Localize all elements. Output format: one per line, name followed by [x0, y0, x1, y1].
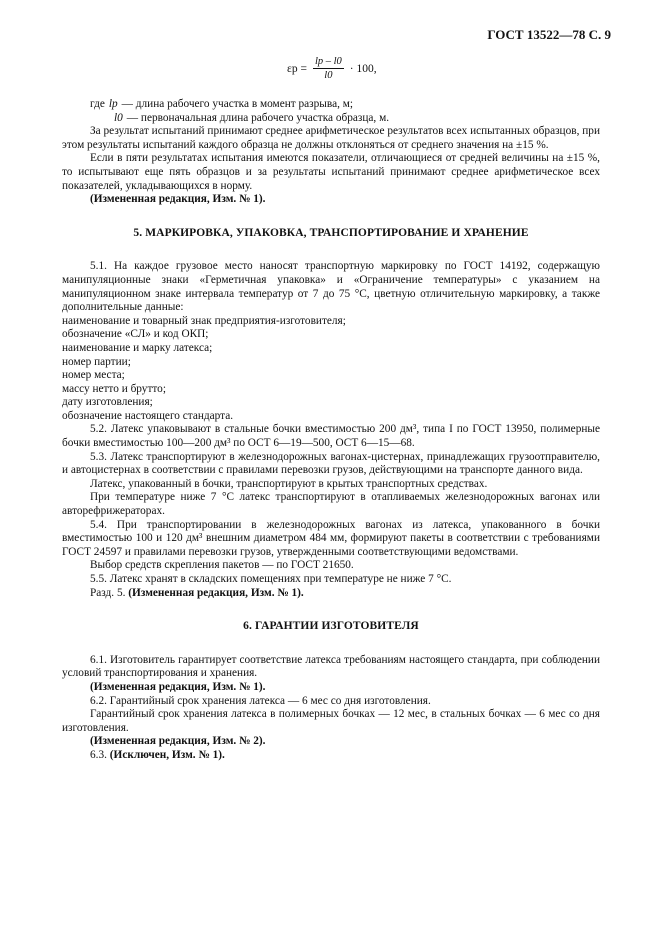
- section-5-revision: [62, 587, 600, 601]
- elongation-formula: [287, 56, 377, 81]
- clause-5-1: 5.1. На каждое грузовое место наносят транспортную маркировку по ГОСТ 14192, содержащую манипуляционные знаки «Герметичная упаковка» и «Ограничение температуры» с указанием на манипуляционном знаке интервала температур от 7 до 75 °С, цветную отличительную маркировку, а также дополнительные данные:: [62, 260, 600, 314]
- formula-fraction: [313, 56, 344, 81]
- formula-lhs: εр =: [287, 62, 307, 75]
- clause-5-3: 5.3. Латекс транспортируют в железнодорожных вагонах-цистернах, принадлежащих грузоотправителю, и автоцистернах в соответствии с правилами перевозки грузов, действующими на транспорте данного вида.: [62, 450, 600, 477]
- section-5-revision-text: (Измененная редакция, Изм. № 1).: [128, 586, 304, 599]
- clause-5-3-packed: Латекс, упакованный в бочки, транспортируют в крытых транспортных средствах.: [90, 477, 488, 490]
- clause-6-2-containers: Гарантийный срок хранения латекса в полимерных бочках — 12 мес, в стальных бочках — 6 мес со дня изготовления.: [62, 708, 600, 734]
- clause-6-2: 6.2. Гарантийный срок хранения латекса — 6 мес со дня изготовления.: [90, 694, 431, 707]
- clause-6-1-revision: (Измененная редакция, Изм. № 1).: [90, 680, 266, 693]
- clause-5-2: 5.2. Латекс упаковывают в стальные бочки вместимостью 200 дм³, типа I по ГОСТ 13950, полимерные бочки вместимостью 100—200 дм³ по ОСТ 6—19—500, ОСТ 6—15—68.: [62, 423, 600, 450]
- revision-note: (Измененная редакция, Изм. № 1).: [90, 193, 266, 206]
- formula-denominator: l0: [324, 70, 333, 81]
- clause-6-3-prefix: 6.3.: [90, 748, 107, 761]
- section-5-title: 5. МАРКИРОВКА, УПАКОВКА, ТРАНСПОРТИРОВАНИЕ И ХРАНЕНИЕ: [133, 226, 529, 239]
- list-item: массу нетто и брутто;: [62, 382, 166, 395]
- definition-var-2: l0: [114, 111, 123, 124]
- formula-rhs: · 100,: [349, 62, 377, 75]
- list-item: обозначение «СЛ» и код ОКП;: [62, 328, 209, 341]
- clause-6-3: [62, 749, 600, 763]
- list-item: наименование и товарный знак предприятия-изготовителя;: [62, 314, 346, 327]
- clause-5-5: 5.5. Латекс хранят в складских помещениях при температуре не ниже 7 °С.: [90, 573, 452, 585]
- page-header: ГОСТ 13522—78 С. 9: [487, 27, 611, 42]
- definition-line-1: [62, 98, 600, 112]
- paragraph-retest: Если в пяти результатах испытания имеются показатели, отличающиеся от средней величины на ±15 %, то испытывают еще пять образцов и за результаты испытаний принимают среднее арифметическое всех показателей, укладывающихся в норму.: [62, 152, 600, 192]
- definition-text-1: — длина рабочего участка в момент разрыва, м;: [121, 98, 354, 110]
- where-label: где: [90, 98, 105, 110]
- marking-data-list: [62, 315, 600, 424]
- clause-5-4-fastening: Выбор средств скрепления пакетов — по ГОСТ 21650.: [90, 559, 354, 572]
- paragraph-average-result: За результат испытаний принимают среднее арифметическое результатов всех испытанных образцов, при этом результаты испытаний каждого образца не должны отклоняться от среднего значения на ±15 %.: [62, 125, 600, 151]
- list-item: наименование и марку латекса;: [62, 341, 213, 354]
- section-5-revision-prefix: Разд. 5.: [90, 586, 126, 599]
- clause-6-1: 6.1. Изготовитель гарантирует соответствие латекса требованиям настоящего стандарта, при соблюдении условий транспортирования и хранения.: [62, 653, 600, 680]
- clause-5-3-temperature: При температуре ниже 7 °С латекс транспортируют в отапливаемых железнодорожных вагонах или авторефрижераторах.: [62, 491, 600, 518]
- definition-line-2: [62, 112, 600, 126]
- formula-numerator: lр – l0: [314, 56, 342, 67]
- section-6-title: 6. ГАРАНТИИ ИЗГОТОВИТЕЛЯ: [243, 620, 419, 633]
- document-body: [62, 98, 600, 763]
- list-item: номер места;: [62, 369, 125, 382]
- list-item: обозначение настоящего стандарта.: [62, 409, 234, 422]
- list-item: номер партии;: [62, 355, 131, 368]
- clause-6-2-revision: (Измененная редакция, Изм. № 2).: [90, 735, 266, 748]
- definition-var-1: lр: [108, 98, 118, 110]
- clause-6-3-text: (Исключен, Изм. № 1).: [109, 748, 225, 761]
- list-item: дату изготовления;: [62, 396, 153, 409]
- clause-5-4: 5.4. При транспортировании в железнодорожных вагонах из латекса, упакованного в бочки вместимостью 100 и 120 дм³ внешним диаметром 484 мм, формируют пакеты в соответствии с требованиями ГОСТ 24597 и правилами перевозки грузов, утвержденными соответствующими ведомствами.: [62, 518, 600, 558]
- definition-text-2: — первоначальная длина рабочего участка образца, м.: [126, 111, 390, 124]
